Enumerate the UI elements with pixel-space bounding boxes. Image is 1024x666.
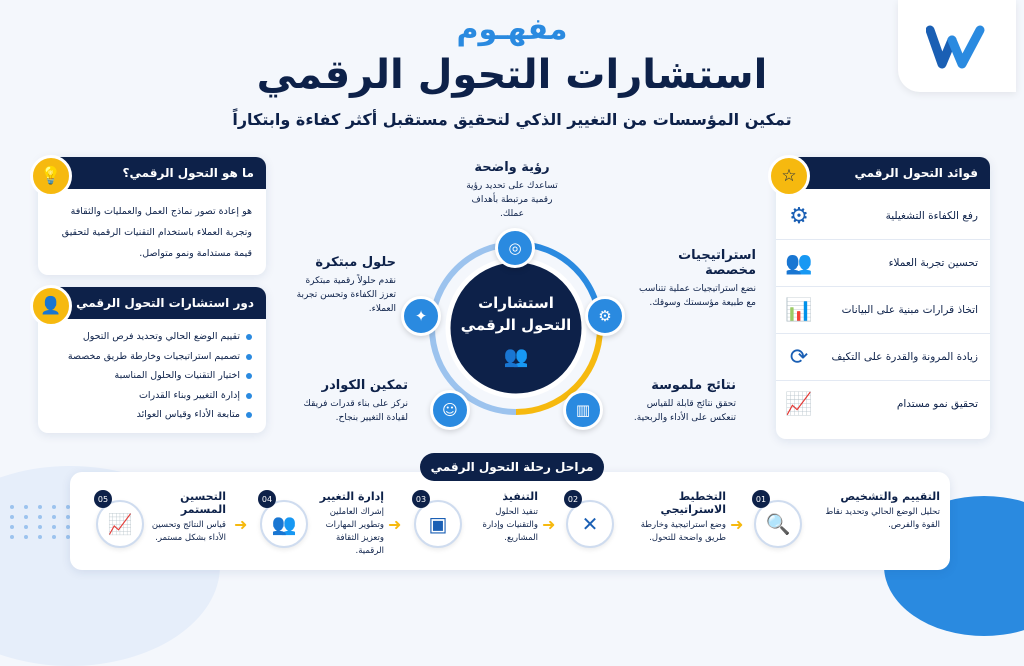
list-item: تصميم استراتيجيات وخارطة طريق مخصصة	[52, 347, 252, 367]
title-small: مفهـوم	[456, 12, 568, 47]
ring-label-strategies: استراتيجيات مخصصة نضع استراتيجيات عملية تتناسب مع طبيعة مؤسستك وسوقك.	[638, 248, 756, 308]
decorative-dots	[10, 505, 74, 539]
benefit-item: زيادة المرونة والقدرة على التكيف ⟳	[776, 334, 990, 381]
list-item: تقييم الوضع الحالي وتحديد فرص التحول	[52, 327, 252, 347]
ring-label-results: نتائج ملموسة تحقق نتائج قابلة للقياس تنعكس على الأداء والربحية.	[633, 378, 736, 423]
arrow-icon: ➜	[388, 515, 402, 534]
list-item: إدارة التغيير وبناء القدرات	[52, 386, 252, 406]
team-chat-icon: 👥	[503, 344, 529, 368]
ring-label-vision: رؤية واضحة تساعدك على تحديد رؤية رقمية مرتبطة بأهداف عملك.	[466, 160, 558, 219]
team-icon: ☺	[430, 390, 470, 430]
arrow-icon: ➜	[234, 515, 248, 534]
list-item: اختيار التقنيات والحلول المناسبة	[52, 366, 252, 386]
lightbulb-icon: ✦	[401, 296, 441, 336]
arrow-icon: ➜	[730, 515, 744, 534]
list-item: متابعة الأداء وقياس العوائد	[52, 405, 252, 425]
benefit-item: رفع الكفاءة التشغيلية ⚙	[776, 193, 990, 240]
center-title: استشارات التحول الرقمي	[460, 294, 572, 334]
stage-4: إدارة التغيير إشراك العاملين وتطوير المهارات وتعزيز الثقافة الرقمية. 👥 04	[260, 490, 384, 560]
what-is-title: ما هو التحول الرقمي؟	[122, 166, 254, 180]
what-is-card	[38, 157, 266, 275]
page-subtitle: تمكين المؤسسات من التغيير الذكي لتحقيق مستقبل أكثر كفاءة وابتكاراً	[232, 110, 792, 129]
ring-label-empower: تمكين الكوادر نركز على بناء قدرات فريقك لقيادة التغيير بنجاح.	[303, 378, 408, 423]
gear-icon: ⚙	[585, 296, 625, 336]
stage-2: التخطيط الاستراتيجي وضع استراتيجية وخارطة طريق واضحة للتحول. ✕ 02	[566, 490, 726, 560]
benefits-card	[776, 157, 990, 439]
chart-icon: 📊	[785, 297, 813, 323]
growth-icon: 📈	[785, 391, 813, 417]
team-icon: 👥	[260, 500, 308, 548]
stage-1: التقييم والتشخيص تحليل الوضع الحالي وتحديد نقاط القوة والفرص. 🔍 01	[754, 490, 940, 560]
stages-title: مراحل رحلة التحول الرقمي	[420, 453, 604, 481]
stage-5: التحسين المستمر قياس النتائج وتحسين الأداء بشكل مستمر. 📈 05	[96, 490, 226, 560]
user-icon: 👤	[30, 285, 72, 327]
role-list	[38, 319, 266, 433]
customers-icon: 👥	[785, 250, 813, 276]
gear-icon: ⚙	[789, 203, 809, 229]
benefit-item: تحسين تجربة العملاء 👥	[776, 240, 990, 287]
strategy-icon: ✕	[566, 500, 614, 548]
page-title: استشارات التحول الرقمي	[256, 52, 768, 98]
role-title: دور استشارات التحول الرقمي	[76, 296, 254, 310]
stage-3: التنفيذ تنفيذ الحلول والتقنيات وإدارة المشاريع. ▣ 03	[414, 490, 538, 560]
target-icon: ◎	[495, 228, 535, 268]
benefit-item: تحقيق نمو مستدام 📈	[785, 391, 978, 417]
arrow-icon: ➜	[542, 515, 556, 534]
star-icon: ☆	[768, 155, 810, 197]
what-is-body: هو إعادة تصور نماذج العمل والعمليات والثقافة وتجربة العملاء باستخدام التقنيات الرقمية لتحقيق قيمة مستدامة ونمو متواصل.	[61, 206, 252, 259]
lightbulb-icon: 💡	[30, 155, 72, 197]
ring-label-solutions: حلول مبتكرة نقدم حلولاً رقمية مبتكرة تعزز الكفاءة وتحسن تجربة العملاء.	[296, 255, 396, 314]
refresh-icon: ⟳	[789, 344, 809, 370]
benefit-item: اتخاذ قرارات مبنية على البيانات 📊	[776, 287, 990, 334]
chip-icon: ▣	[414, 500, 462, 548]
growth-icon: 📈	[96, 500, 144, 548]
role-card	[38, 287, 266, 433]
magnifier-chart-icon: 🔍	[754, 500, 802, 548]
benefits-title: فوائد التحول الرقمي	[854, 166, 978, 180]
chart-icon: ▥	[563, 390, 603, 430]
